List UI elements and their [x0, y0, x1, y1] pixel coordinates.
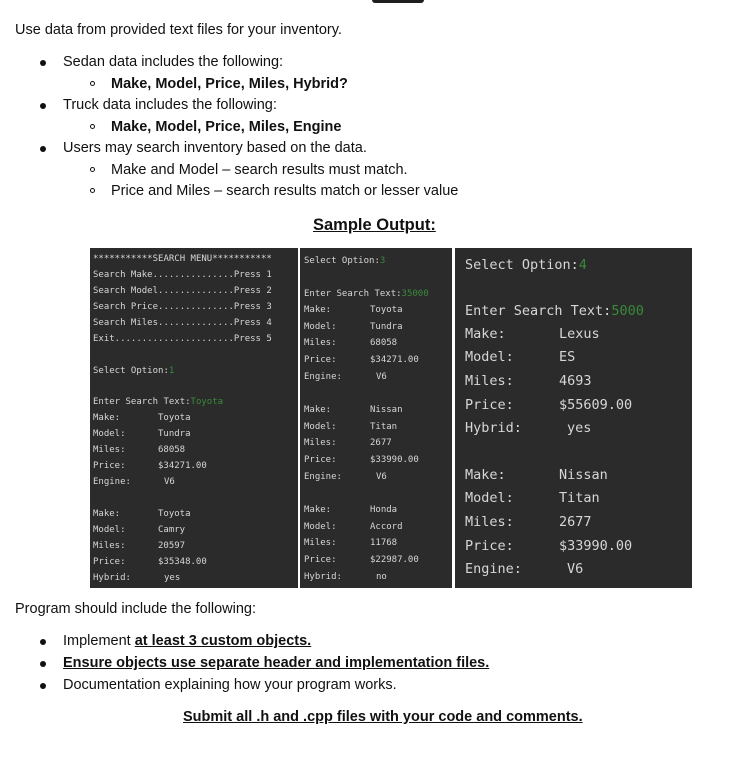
- record-label: Engine:: [93, 477, 131, 487]
- record-label: Make:: [304, 505, 332, 515]
- select-option-prompt: Select Option:4: [465, 257, 587, 273]
- record-value: 2677: [559, 514, 592, 530]
- docs-requirement: Documentation explaining how your program works.: [63, 677, 397, 693]
- search-price-rule: Price and Miles – search results match or lesser value: [111, 183, 459, 199]
- bullet-icon: [40, 683, 46, 689]
- record-label: Miles:: [93, 445, 126, 455]
- sedan-fields: Make, Model, Price, Miles, Hybrid?: [111, 76, 348, 92]
- record-label: Hybrid:: [93, 573, 131, 583]
- record-value: yes: [164, 573, 181, 583]
- record-value: yes: [567, 420, 592, 436]
- terminal-search-make: [90, 248, 298, 588]
- record-label: Engine:: [304, 472, 342, 482]
- record-label: Hybrid:: [465, 420, 522, 436]
- record-label: Price:: [304, 555, 337, 565]
- menu-item-miles: Search Miles..............Press 4: [93, 318, 272, 328]
- record-value: Titan: [559, 490, 600, 506]
- objects-emphasis: at least 3 custom objects.: [134, 633, 312, 649]
- record-label: Miles:: [465, 514, 514, 530]
- top-image-fragment: [372, 0, 424, 3]
- record-value: $55609.00: [559, 397, 633, 413]
- truck-fields: Make, Model, Price, Miles, Engine: [111, 119, 342, 135]
- record-label: Model:: [93, 525, 126, 535]
- record-value: Lexus: [559, 326, 600, 342]
- record-value: $33990.00: [559, 538, 633, 554]
- record-label: Miles:: [304, 338, 337, 348]
- bullet-icon: [40, 103, 46, 109]
- record-value: $34271.00: [158, 461, 207, 471]
- record-label: Make:: [304, 405, 332, 415]
- record-label: Miles:: [465, 373, 514, 389]
- record-value: Honda: [370, 505, 398, 515]
- record-value: $34271.00: [370, 355, 419, 365]
- record-label: Make:: [93, 413, 121, 423]
- intro-text: Use data from provided text files for your inventory.: [15, 22, 342, 38]
- record-value: Tundra: [158, 429, 191, 439]
- record-value: Camry: [158, 525, 186, 535]
- record-value: Nissan: [370, 405, 403, 415]
- search-bullet: Users may search inventory based on the data.: [63, 140, 367, 156]
- record-value: $33990.00: [370, 455, 419, 465]
- menu-title: ***********SEARCH MENU***********: [93, 254, 272, 264]
- sub-bullet-icon: [90, 81, 95, 86]
- search-make-rule: Make and Model – search results must match.: [111, 162, 408, 178]
- terminal-search-miles: [455, 248, 692, 588]
- sample-output-heading: Sample Output:: [313, 216, 436, 234]
- bullet-icon: [40, 146, 46, 152]
- sub-bullet-icon: [90, 188, 95, 193]
- record-value: V6: [376, 472, 387, 482]
- record-value: Toyota: [158, 413, 191, 423]
- record-label: Price:: [93, 461, 126, 471]
- record-label: Price:: [465, 397, 514, 413]
- record-label: Miles:: [304, 438, 337, 448]
- record-label: Hybrid:: [304, 572, 342, 582]
- record-label: Make:: [465, 467, 506, 483]
- record-label: Price:: [465, 538, 514, 554]
- record-value: 2677: [370, 438, 392, 448]
- record-value: ES: [559, 349, 576, 365]
- menu-item-exit: Exit......................Press 5: [93, 334, 272, 344]
- select-option-prompt: Select Option:1: [93, 366, 175, 376]
- submit-instruction: Submit all .h and .cpp files with your code and comments.: [183, 709, 583, 725]
- search-text-prompt: Enter Search Text:35000: [304, 289, 429, 299]
- objects-requirement: Implement at least 3 custom objects.: [63, 633, 312, 649]
- record-value: Toyota: [158, 509, 191, 519]
- record-label: Model:: [93, 429, 126, 439]
- record-value: Nissan: [559, 467, 608, 483]
- record-label: Model:: [304, 522, 337, 532]
- record-label: Model:: [465, 349, 514, 365]
- record-value: V6: [376, 372, 387, 382]
- sedan-bullet: Sedan data includes the following:: [63, 54, 284, 70]
- record-value: no: [376, 572, 387, 582]
- record-label: Miles:: [93, 541, 126, 551]
- search-text-prompt: Enter Search Text:5000: [465, 303, 644, 319]
- record-label: Engine:: [465, 561, 522, 577]
- record-label: Price:: [304, 355, 337, 365]
- terminal-search-price: [300, 248, 452, 588]
- record-label: Price:: [93, 557, 126, 567]
- record-value: 68058: [370, 338, 398, 348]
- record-value: Toyota: [370, 305, 403, 315]
- record-label: Miles:: [304, 538, 337, 548]
- record-value: $35348.00: [158, 557, 207, 567]
- record-value: $22987.00: [370, 555, 419, 565]
- record-value: Accord: [370, 522, 403, 532]
- record-label: Engine:: [304, 372, 342, 382]
- sub-bullet-icon: [90, 124, 95, 129]
- search-text-prompt: Enter Search Text:Toyota: [93, 397, 224, 407]
- select-option-prompt: Select Option:3: [304, 256, 386, 266]
- truck-bullet: Truck data includes the following:: [63, 97, 277, 113]
- record-value: 68058: [158, 445, 186, 455]
- menu-item-price: Search Price..............Press 3: [93, 302, 272, 312]
- record-label: Make:: [93, 509, 121, 519]
- bullet-icon: [40, 661, 46, 667]
- record-label: Make:: [304, 305, 332, 315]
- record-value: 20597: [158, 541, 186, 551]
- record-value: 4693: [559, 373, 592, 389]
- record-label: Model:: [304, 322, 337, 332]
- record-value: Tundra: [370, 322, 403, 332]
- bullet-icon: [40, 60, 46, 66]
- record-label: Make:: [465, 326, 506, 342]
- headers-requirement: Ensure objects use separate header and implementation files.: [63, 655, 490, 671]
- sub-bullet-icon: [90, 167, 95, 172]
- record-label: Price:: [304, 455, 337, 465]
- bullet-icon: [40, 639, 46, 645]
- record-label: Model:: [465, 490, 514, 506]
- menu-item-model: Search Model..............Press 2: [93, 286, 272, 296]
- record-value: Titan: [370, 422, 398, 432]
- menu-item-make: Search Make...............Press 1: [93, 270, 272, 280]
- record-value: 11768: [370, 538, 398, 548]
- record-value: V6: [567, 561, 584, 577]
- record-label: Model:: [304, 422, 337, 432]
- include-heading: Program should include the following:: [15, 601, 256, 617]
- record-value: V6: [164, 477, 175, 487]
